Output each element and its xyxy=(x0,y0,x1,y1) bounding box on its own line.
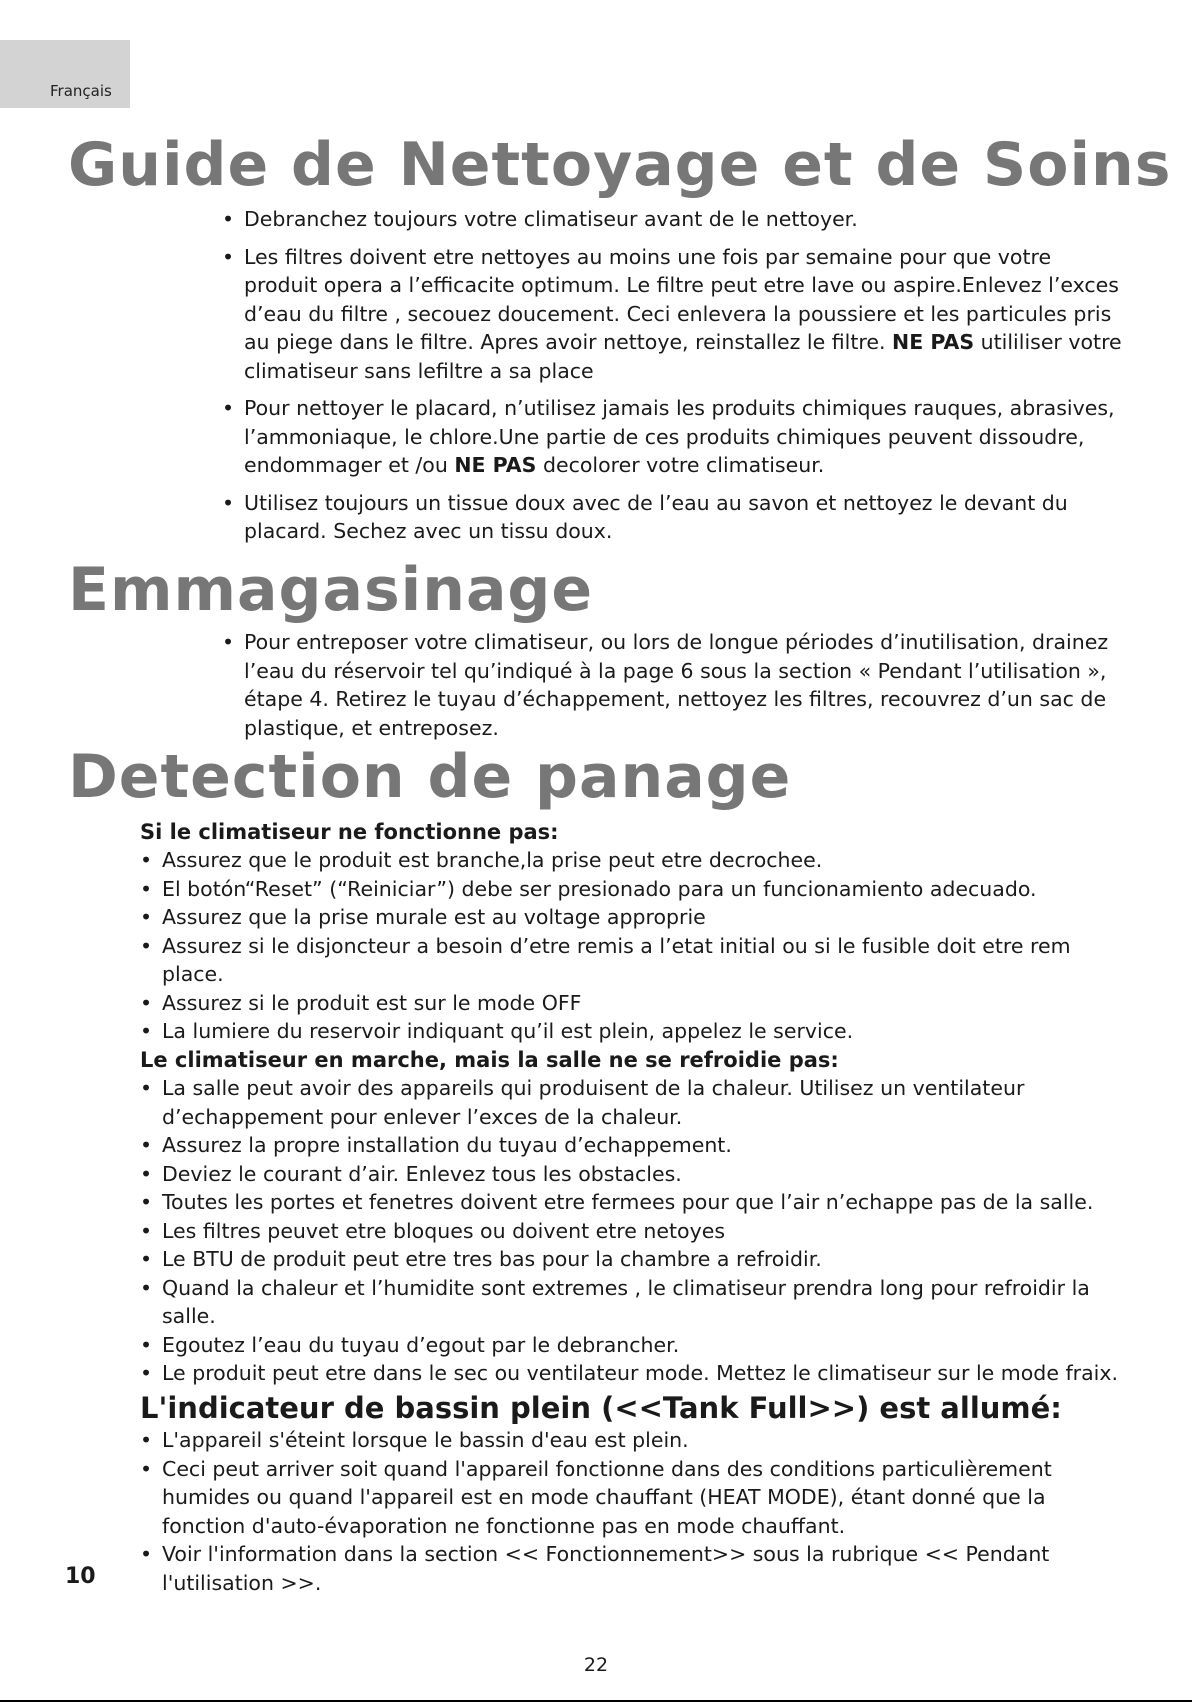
list-item: • Assurez si le disjoncteur a besoin d’etre remis a l’etat initial ou si le fusible doit etre rem place. xyxy=(140,932,1130,989)
section-title-troubleshooting: Detection de panage xyxy=(68,742,792,812)
list-item: • La salle peut avoir des appareils qui produisent de la chaleur. Utilisez un ventilateur d’echappement pour enlever l’exces de la chaleur. xyxy=(140,1074,1130,1131)
section-title-cleaning: Guide de Nettoyage et de Soins xyxy=(68,130,1172,200)
list-item: • Les filtres doivent etre nettoyes au moins une fois par semaine pour que votre produit opera a l’efficacite optimum. Le filtre peut etre lave ou aspire.Enlevez l’exces d’eau du filtre , secouez doucement. Ceci enlevera la poussiere et les particules pris au piege dans le filtre. Apres avoir nettoye, reinstallez le filtre. NE PAS utililiser votre climatiseur sans lefiltre a sa place xyxy=(222,243,1122,386)
section-title-storage: Emmagasinage xyxy=(68,555,594,625)
list-item: • Debranchez toujours votre climatiseur avant de le nettoyer. xyxy=(222,205,1122,234)
not-cooling-list xyxy=(140,1074,1130,1388)
page-number: 22 xyxy=(583,1654,609,1676)
list-item: • La lumiere du reservoir indiquant qu’il est plein, appelez le service. xyxy=(140,1017,1130,1046)
list-item: • Toutes les portes et fenetres doivent etre fermees pour que l’air n’echappe pas de la salle. xyxy=(140,1188,1130,1217)
not-working-list xyxy=(140,846,1130,1046)
list-item: • Quand la chaleur et l’humidite sont extremes , le climatiseur prendra long pour refroidir la salle. xyxy=(140,1274,1130,1331)
list-item: • Les filtres peuvet etre bloques ou doivent etre netoyes xyxy=(140,1217,1130,1246)
subheading-tank-full: L'indicateur de bassin plein (<<Tank Full>>) est allumé: xyxy=(140,1391,1062,1425)
list-item: • Utilisez toujours un tissue doux avec de l’eau au savon et nettoyez le devant du placard. Sechez avec un tissu doux. xyxy=(222,489,1122,546)
cleaning-list xyxy=(222,205,1122,555)
list-item: • Pour entreposer votre climatiseur, ou lors de longue périodes d’inutilisation, drainez l’eau du réservoir tel qu’indiqué à la page 6 sous la section « Pendant l’utilisation », étape 4. Retirez le tuyau d’échappement, nettoyez les filtres, recouvrez d’un sac de plastique, et entreposez. xyxy=(222,628,1122,742)
language-label: Français xyxy=(50,82,112,100)
list-item: • Ceci peut arriver soit quand l'appareil fonctionne dans des conditions particulièrement humides ou quand l'appareil est en mode chauffant (HEAT MODE), étant donné que la fonction d'auto-évaporation ne fonctionne pas en mode chauffant. xyxy=(140,1455,1130,1541)
list-item: • L'appareil s'éteint lorsque le bassin d'eau est plein. xyxy=(140,1426,1130,1455)
storage-list xyxy=(222,628,1122,751)
list-item: • Le BTU de produit peut etre tres bas pour la chambre a refroidir. xyxy=(140,1245,1130,1274)
list-item: • Assurez que le produit est branche,la prise peut etre decrochee. xyxy=(140,846,1130,875)
list-item: • Assurez la propre installation du tuyau d’echappement. xyxy=(140,1131,1130,1160)
warning-emphasis: NE PAS xyxy=(454,453,537,477)
list-item: • El botón“Reset” (“Reiniciar”) debe ser presionado para un funcionamiento adecuado. xyxy=(140,875,1130,904)
subheading-not-cooling: Le climatiseur en marche, mais la salle ne se refroidie pas: xyxy=(140,1048,839,1072)
list-item: • Egoutez l’eau du tuyau d’egout par le debrancher. xyxy=(140,1331,1130,1360)
subheading-not-working: Si le climatiseur ne fonctionne pas: xyxy=(140,820,559,844)
manual-page-number: 10 xyxy=(65,1564,96,1589)
list-item: • Assurez si le produit est sur le mode OFF xyxy=(140,989,1130,1018)
list-item: • Deviez le courant d’air. Enlevez tous les obstacles. xyxy=(140,1160,1130,1189)
list-item: • Voir l'information dans la section << Fonctionnement>> sous la rubrique << Pendant l'utilisation >>. xyxy=(140,1540,1130,1597)
language-tab xyxy=(0,40,130,108)
warning-emphasis: NE PAS xyxy=(892,330,975,354)
tank-full-list xyxy=(140,1426,1130,1597)
list-item: • Pour nettoyer le placard, n’utilisez jamais les produits chimiques rauques, abrasives, l’ammoniaque, le chlore.Une partie de ces produits chimiques peuvent dissoudre, endommager et /ou NE PAS decolorer votre climatiseur. xyxy=(222,394,1122,480)
list-item: • Assurez que la prise murale est au voltage approprie xyxy=(140,903,1130,932)
list-item: • Le produit peut etre dans le sec ou ventilateur mode. Mettez le climatiseur sur le mode fraix. xyxy=(140,1359,1130,1388)
